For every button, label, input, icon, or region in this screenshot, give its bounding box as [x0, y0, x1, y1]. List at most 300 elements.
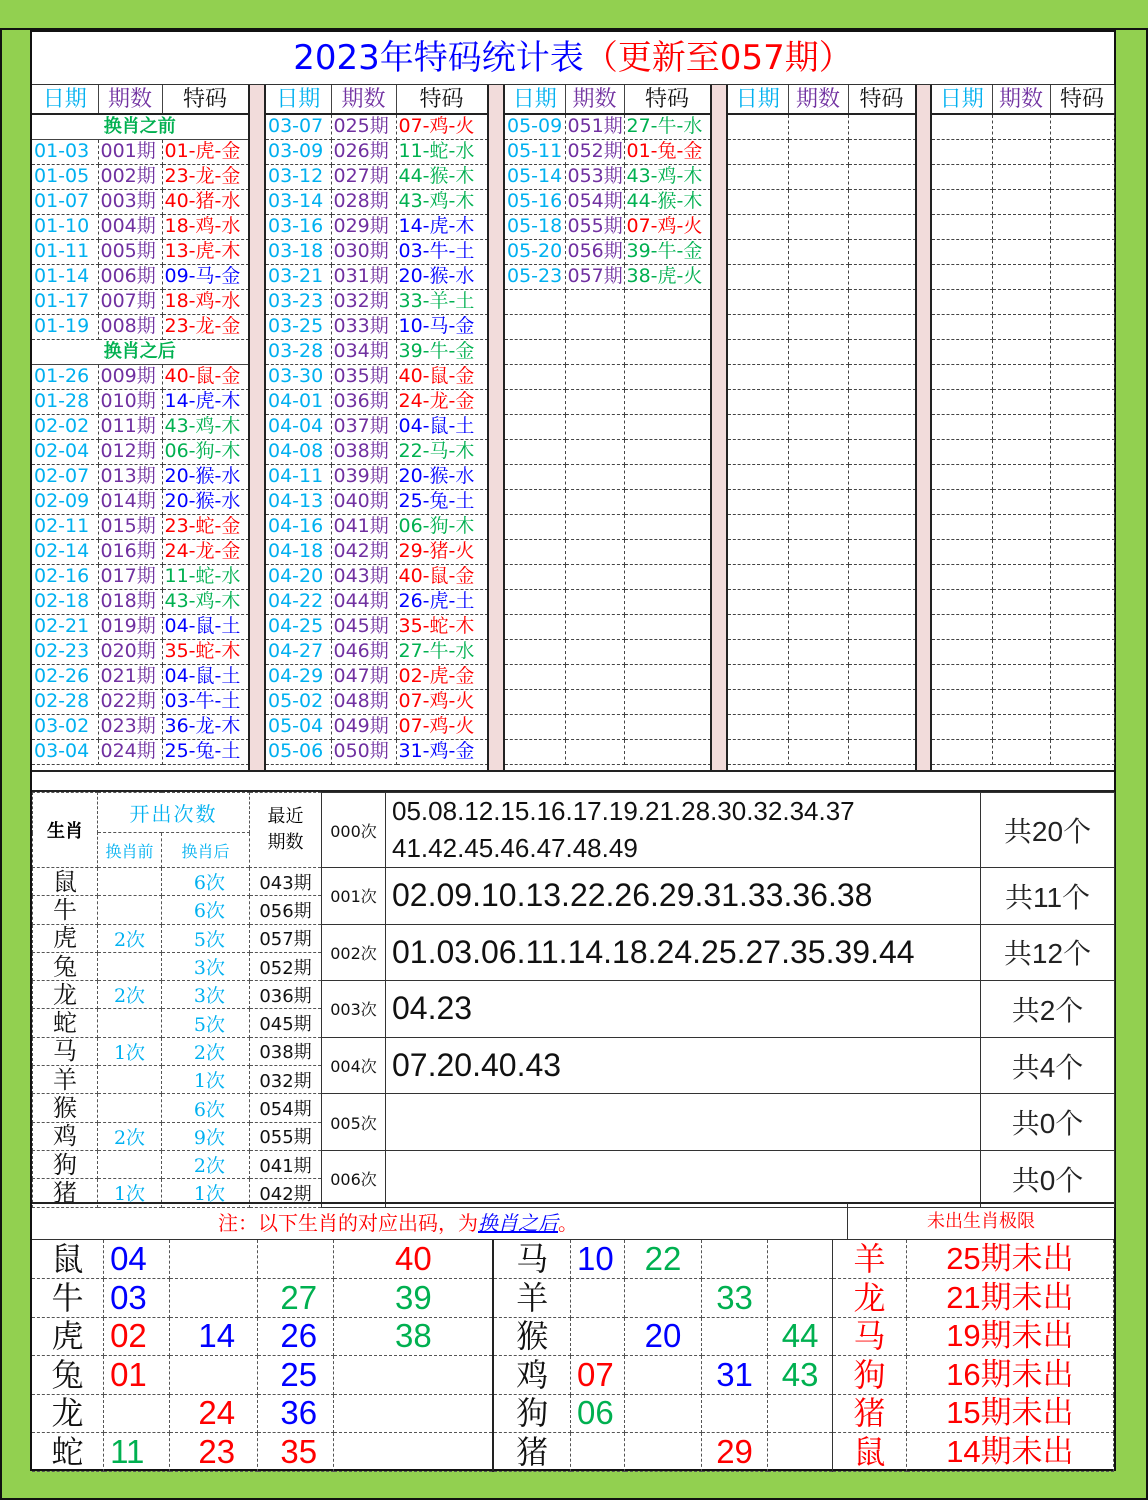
header-date: 日期: [266, 85, 331, 114]
draw-code: 07-鸡-火: [624, 214, 710, 239]
draw-issue: 038期: [331, 439, 396, 464]
freq-label: 001次: [322, 868, 386, 925]
empty-cell: [505, 564, 565, 589]
empty-cell: [992, 314, 1050, 339]
empty-cell: [932, 739, 992, 764]
draw-row: [266, 514, 487, 539]
draw-row: [32, 464, 248, 489]
empty-cell: [565, 564, 624, 589]
draw-issue: 033期: [331, 314, 396, 339]
draw-row: [32, 289, 248, 314]
empty-cell: [848, 214, 915, 239]
empty-cell: [1050, 189, 1114, 214]
section-label: 换肖之前: [32, 114, 248, 139]
empty-cell: [624, 514, 710, 539]
empty-cell: [788, 589, 848, 614]
freq-total: 共12个: [981, 924, 1115, 981]
draw-row: [266, 539, 487, 564]
empty-cell: [505, 589, 565, 614]
empty-cell: [728, 489, 788, 514]
empty-cell: [624, 639, 710, 664]
empty-cell: [1050, 389, 1114, 414]
draw-code: 03-牛-土: [162, 689, 248, 714]
empty-cell: [728, 464, 788, 489]
empty-cell: [624, 689, 710, 714]
empty-cell: [788, 214, 848, 239]
recent-line2: 期数: [267, 832, 304, 853]
empty-row: [728, 589, 915, 614]
empty-cell: [848, 389, 915, 414]
draw-row: [32, 564, 248, 589]
empty-row: [932, 739, 1114, 764]
empty-row: [932, 489, 1114, 514]
empty-cell: [788, 564, 848, 589]
count-after: 5次: [162, 1009, 250, 1037]
draw-row: [266, 414, 487, 439]
note-suffix: 。: [558, 1211, 578, 1235]
draw-issue: 042期: [331, 539, 396, 564]
draw-code: 20-猴-水: [162, 464, 248, 489]
header-code: 特码: [162, 85, 248, 114]
empty-row: [932, 389, 1114, 414]
draw-row: [505, 214, 710, 239]
header-date: 日期: [932, 85, 992, 114]
empty-cell: [624, 539, 710, 564]
mapped-number: [624, 1356, 701, 1395]
draw-issue: 012期: [98, 439, 162, 464]
zodiac-name: 猪: [493, 1433, 570, 1472]
draw-date: 05-20: [505, 239, 565, 264]
empty-cell: [1050, 439, 1114, 464]
draw-code: 20-猴-水: [396, 264, 487, 289]
draw-date: 03-25: [266, 314, 331, 339]
limit-value: 19期未出: [906, 1317, 1113, 1356]
draw-date: 02-16: [32, 564, 98, 589]
top-bar: [0, 0, 1148, 30]
draw-date: 01-05: [32, 164, 98, 189]
draw-issue: 048期: [331, 689, 396, 714]
draw-code: 43-鸡-木: [162, 414, 248, 439]
draw-date: 05-18: [505, 214, 565, 239]
empty-cell: [565, 289, 624, 314]
count-before: 2次: [98, 981, 162, 1009]
draw-group-5: [932, 85, 1115, 765]
empty-cell: [1050, 289, 1114, 314]
zodiac-stats: [32, 792, 1114, 1208]
empty-cell: [992, 464, 1050, 489]
empty-cell: [624, 389, 710, 414]
zodiac-stat-row: [33, 1037, 1115, 1065]
draw-row: [32, 364, 248, 389]
freq-label: 002次: [322, 924, 386, 981]
freq-numbers: 04.23: [386, 981, 981, 1038]
empty-cell: [932, 164, 992, 189]
empty-cell: [992, 539, 1050, 564]
draw-row: [266, 239, 487, 264]
empty-cell: [505, 664, 565, 689]
zodiac-name: 马: [493, 1240, 570, 1279]
count-after: 3次: [162, 952, 250, 980]
empty-cell: [848, 739, 915, 764]
mapped-number: 26: [258, 1317, 334, 1356]
empty-row: [505, 664, 710, 689]
draw-date: 03-30: [266, 364, 331, 389]
draw-issue: 050期: [331, 739, 396, 764]
empty-cell: [992, 389, 1050, 414]
zodiac-stat-row: [33, 924, 1115, 952]
empty-cell: [788, 689, 848, 714]
empty-cell: [788, 439, 848, 464]
count-after: 1次: [162, 1066, 250, 1094]
count-after: 5次: [162, 924, 250, 952]
draw-code: 02-虎-金: [396, 664, 487, 689]
freq-total: 共4个: [981, 1037, 1115, 1094]
draw-code: 18-鸡-水: [162, 214, 248, 239]
zodiac-number-map: [32, 1240, 1114, 1472]
empty-cell: [624, 564, 710, 589]
draw-code: 25-兔-土: [162, 739, 248, 764]
empty-cell: [1050, 239, 1114, 264]
empty-cell: [992, 489, 1050, 514]
draw-issue: 047期: [331, 664, 396, 689]
empty-cell: [565, 539, 624, 564]
empty-cell: [505, 739, 565, 764]
draw-row: [505, 114, 710, 139]
empty-cell: [728, 739, 788, 764]
empty-cell: [565, 689, 624, 714]
draw-issue: 019期: [98, 614, 162, 639]
draw-issue: 011期: [98, 414, 162, 439]
mapped-number: 11: [104, 1433, 170, 1472]
zodiac-name: 狗: [33, 1150, 98, 1178]
draw-date: 02-02: [32, 414, 98, 439]
empty-cell: [788, 489, 848, 514]
empty-row: [728, 464, 915, 489]
draw-date: 01-10: [32, 214, 98, 239]
empty-cell: [624, 614, 710, 639]
empty-cell: [565, 489, 624, 514]
empty-row: [932, 689, 1114, 714]
empty-cell: [992, 714, 1050, 739]
draw-issue: 049期: [331, 714, 396, 739]
empty-cell: [728, 539, 788, 564]
empty-cell: [728, 139, 788, 164]
header-date: 日期: [32, 85, 98, 114]
empty-cell: [848, 714, 915, 739]
freq-numbers: [386, 1150, 981, 1207]
mapped-number: 27: [258, 1279, 334, 1318]
empty-cell: [788, 614, 848, 639]
zodiac-name: 鸡: [493, 1356, 570, 1395]
empty-row: [932, 114, 1114, 139]
empty-row: [932, 364, 1114, 389]
draw-code: 01-兔-金: [624, 139, 710, 164]
draw-row: [32, 714, 248, 739]
draw-date: 04-20: [266, 564, 331, 589]
empty-cell: [624, 714, 710, 739]
empty-cell: [728, 389, 788, 414]
draw-code: 06-狗-木: [162, 439, 248, 464]
draw-row: [266, 139, 487, 164]
mapped-number: 39: [334, 1279, 494, 1318]
draw-code: 29-猪-火: [396, 539, 487, 564]
empty-row: [505, 289, 710, 314]
mapped-number: 33: [702, 1279, 768, 1318]
zodiac-name: 鸡: [33, 1122, 98, 1150]
mapped-number: [768, 1394, 833, 1433]
empty-cell: [565, 414, 624, 439]
draw-code: 44-猴-木: [624, 189, 710, 214]
after-change-link[interactable]: 换肖之后: [478, 1211, 558, 1235]
mapped-number: [170, 1356, 258, 1395]
mapped-number: [571, 1317, 625, 1356]
header-code: 特码: [848, 85, 915, 114]
empty-row: [932, 514, 1114, 539]
empty-row: [505, 514, 710, 539]
empty-cell: [505, 514, 565, 539]
empty-cell: [848, 464, 915, 489]
mapped-number: 20: [624, 1317, 701, 1356]
draw-date: 01-03: [32, 139, 98, 164]
draw-issue: 036期: [331, 389, 396, 414]
empty-row: [728, 689, 915, 714]
draw-code: 23-龙-金: [162, 314, 248, 339]
draw-date: 04-04: [266, 414, 331, 439]
limit-value: 25期未出: [906, 1240, 1113, 1279]
empty-cell: [848, 189, 915, 214]
draw-code: 06-狗-木: [396, 514, 487, 539]
empty-cell: [1050, 414, 1114, 439]
count-after: 1次: [162, 1179, 250, 1207]
draw-row: [32, 739, 248, 764]
zodiac-name: 羊: [493, 1279, 570, 1318]
draw-issue: 021期: [98, 664, 162, 689]
freq-numbers: [386, 793, 981, 868]
empty-cell: [565, 464, 624, 489]
count-after: 3次: [162, 981, 250, 1009]
draw-row: [266, 164, 487, 189]
draw-date: 03-04: [32, 739, 98, 764]
mapped-number: 23: [170, 1433, 258, 1472]
header-code: 特码: [1050, 85, 1114, 114]
empty-cell: [1050, 739, 1114, 764]
empty-cell: [992, 614, 1050, 639]
empty-row: [932, 214, 1114, 239]
empty-row: [728, 164, 915, 189]
draw-code: 01-虎-金: [162, 139, 248, 164]
empty-row: [505, 539, 710, 564]
count-after: 9次: [162, 1122, 250, 1150]
empty-row: [932, 639, 1114, 664]
empty-cell: [788, 639, 848, 664]
mapped-number: 43: [768, 1356, 833, 1395]
draw-issue: 031期: [331, 264, 396, 289]
draw-row: [32, 639, 248, 664]
draw-issue: 013期: [98, 464, 162, 489]
empty-cell: [992, 439, 1050, 464]
freq-label: 003次: [322, 981, 386, 1038]
mapped-number: [334, 1433, 494, 1472]
empty-cell: [788, 139, 848, 164]
empty-cell: [848, 164, 915, 189]
empty-cell: [932, 514, 992, 539]
draw-row: [32, 539, 248, 564]
draw-date: 02-18: [32, 589, 98, 614]
empty-row: [505, 614, 710, 639]
draw-code: 22-马-木: [396, 439, 487, 464]
count-before: [98, 1066, 162, 1094]
empty-cell: [624, 589, 710, 614]
section-label-row: [32, 339, 248, 364]
mapped-number: 07: [571, 1356, 625, 1395]
zodiac-name: 猴: [493, 1317, 570, 1356]
draw-code: 26-虎-土: [396, 589, 487, 614]
draw-row: [505, 139, 710, 164]
freq-label: 000次: [322, 793, 386, 868]
empty-cell: [788, 339, 848, 364]
empty-cell: [932, 189, 992, 214]
column-header-row: [932, 85, 1114, 114]
empty-cell: [848, 139, 915, 164]
count-before: [98, 1094, 162, 1122]
empty-cell: [1050, 164, 1114, 189]
draw-date: 01-17: [32, 289, 98, 314]
empty-cell: [505, 539, 565, 564]
empty-cell: [565, 339, 624, 364]
zodiac-name: 羊: [33, 1066, 98, 1094]
freq-label: 005次: [322, 1094, 386, 1151]
draw-date: 02-21: [32, 614, 98, 639]
mapped-number: 03: [104, 1279, 170, 1318]
count-before: [98, 1150, 162, 1178]
empty-cell: [992, 689, 1050, 714]
draw-date: 03-23: [266, 289, 331, 314]
draw-row: [266, 614, 487, 639]
draw-row: [266, 664, 487, 689]
empty-cell: [932, 589, 992, 614]
draw-date: 04-08: [266, 439, 331, 464]
empty-row: [932, 289, 1114, 314]
draw-row: [32, 164, 248, 189]
empty-cell: [788, 664, 848, 689]
empty-cell: [992, 664, 1050, 689]
mapped-number: [768, 1433, 833, 1472]
draw-date: 05-09: [505, 114, 565, 139]
empty-cell: [848, 539, 915, 564]
empty-cell: [932, 439, 992, 464]
empty-cell: [728, 714, 788, 739]
draw-code: 14-虎-木: [162, 389, 248, 414]
empty-cell: [932, 489, 992, 514]
draw-code: 43-鸡-木: [162, 589, 248, 614]
empty-cell: [992, 514, 1050, 539]
draw-issue: 027期: [331, 164, 396, 189]
draw-issue: 022期: [98, 689, 162, 714]
empty-cell: [932, 464, 992, 489]
limit-zodiac: 羊: [833, 1240, 907, 1279]
mapped-number: 44: [768, 1317, 833, 1356]
draw-date: 04-01: [266, 389, 331, 414]
draw-date: 02-04: [32, 439, 98, 464]
empty-cell: [848, 639, 915, 664]
recent-issue: 043期: [250, 868, 322, 896]
draw-issue: 030期: [331, 239, 396, 264]
empty-cell: [848, 239, 915, 264]
draw-code: 11-蛇-水: [162, 564, 248, 589]
draw-code: 13-虎-木: [162, 239, 248, 264]
draw-row: [505, 239, 710, 264]
draw-date: 04-18: [266, 539, 331, 564]
freq-total: 共0个: [981, 1150, 1115, 1207]
empty-cell: [565, 739, 624, 764]
draw-issue: 004期: [98, 214, 162, 239]
empty-cell: [848, 289, 915, 314]
empty-cell: [624, 664, 710, 689]
empty-row: [505, 564, 710, 589]
empty-row: [932, 239, 1114, 264]
empty-row: [505, 439, 710, 464]
draw-issue: 024期: [98, 739, 162, 764]
draw-issue: 054期: [565, 189, 624, 214]
mapped-number: 22: [624, 1240, 701, 1279]
zodiac-name: 虎: [33, 924, 98, 952]
limit-value: 14期未出: [906, 1433, 1113, 1472]
empty-cell: [992, 414, 1050, 439]
empty-cell: [848, 264, 915, 289]
count-before: [98, 952, 162, 980]
header-issue: 期数: [992, 85, 1050, 114]
empty-cell: [565, 639, 624, 664]
empty-cell: [848, 564, 915, 589]
empty-cell: [788, 364, 848, 389]
empty-cell: [624, 489, 710, 514]
mapped-number: 06: [571, 1394, 625, 1433]
empty-row: [728, 339, 915, 364]
empty-cell: [728, 664, 788, 689]
empty-row: [932, 164, 1114, 189]
empty-row: [932, 539, 1114, 564]
empty-row: [728, 564, 915, 589]
empty-cell: [788, 389, 848, 414]
mapped-number: [334, 1394, 494, 1433]
draw-date: 01-26: [32, 364, 98, 389]
mapped-number: [170, 1279, 258, 1318]
draw-code: 43-鸡-木: [624, 164, 710, 189]
draw-date: 03-18: [266, 239, 331, 264]
zodiac-name: 猴: [33, 1094, 98, 1122]
empty-row: [728, 264, 915, 289]
draw-date: 04-13: [266, 489, 331, 514]
draw-issue: 026期: [331, 139, 396, 164]
draw-date: 04-11: [266, 464, 331, 489]
empty-cell: [565, 714, 624, 739]
zodiac-stat-row: [33, 1094, 1115, 1122]
empty-cell: [505, 414, 565, 439]
empty-cell: [728, 289, 788, 314]
header-issue: 期数: [98, 85, 162, 114]
count-before: 1次: [98, 1179, 162, 1207]
empty-cell: [932, 364, 992, 389]
column-separator: [915, 85, 932, 770]
mapped-number: [702, 1317, 768, 1356]
draw-issue: 029期: [331, 214, 396, 239]
empty-cell: [728, 339, 788, 364]
draw-code: 07-鸡-火: [396, 114, 487, 139]
draw-row: [266, 464, 487, 489]
count-before: 2次: [98, 924, 162, 952]
draw-code: 35-蛇-木: [162, 639, 248, 664]
empty-cell: [848, 664, 915, 689]
